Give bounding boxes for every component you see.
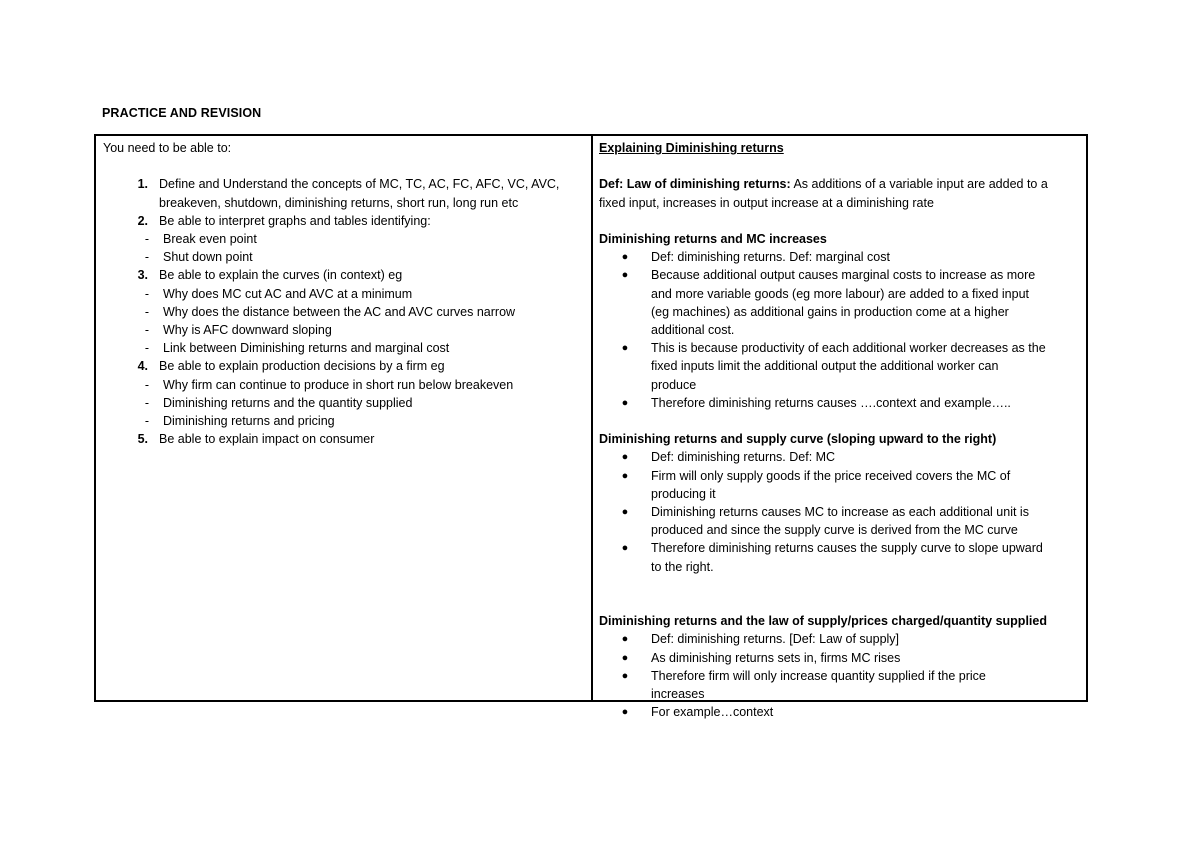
requirement-subitem (103, 412, 585, 430)
requirement-item (103, 357, 585, 375)
bullet-item (599, 667, 1080, 685)
bullet-text: As diminishing returns sets in, firms MC rises (651, 650, 901, 665)
requirement-number: 4. (137, 359, 148, 374)
bullet-item (599, 685, 1080, 703)
requirement-subitem-text: Break even point (163, 232, 257, 246)
requirement-item (103, 266, 585, 284)
requirement-subitem-text: Why does MC cut AC and AVC at a minimum (163, 286, 413, 301)
bullet-icon: ● (621, 669, 629, 682)
section-title: Diminishing returns and MC increases (599, 231, 827, 246)
bullet-icon: ● (621, 506, 629, 519)
requirement-number: 5. (137, 432, 148, 447)
bullet-item (599, 630, 1080, 648)
law-definition-label: Def: Law of diminishing returns: (599, 177, 791, 192)
requirement-subitem (103, 376, 585, 394)
dash-marker: - (144, 414, 149, 429)
dash-marker: - (144, 232, 149, 246)
bullet-icon: ● (621, 469, 629, 482)
bullet-text: Because additional output causes marginal costs to increase as more (651, 268, 1036, 283)
requirement-number (103, 194, 159, 212)
bullet-item (599, 521, 1080, 539)
bullet-item (599, 266, 1080, 284)
requirement-item (103, 212, 585, 230)
section-title: Diminishing returns and the law of supply/prices charged/quantity supplied (599, 614, 1047, 629)
bullet-text: Def: diminishing returns. [Def: Law of supply] (651, 632, 900, 647)
bullet-item (599, 558, 1080, 576)
dash-marker: - (144, 286, 149, 301)
requirement-item (103, 430, 585, 448)
bullet-item (599, 649, 1080, 667)
bullet-item (599, 248, 1080, 266)
bullet-item (599, 394, 1080, 412)
bullet-text: Def: diminishing returns. Def: MC (651, 450, 836, 465)
revision-table (94, 134, 1088, 720)
bullet-icon (599, 485, 651, 503)
bullet-text: Firm will only supply goods if the price received covers the MC of (651, 468, 1011, 483)
law-definition-text: As additions of a variable input are added to a (790, 177, 1048, 192)
dash-marker: - (144, 395, 149, 410)
bullet-icon: ● (621, 396, 629, 409)
bullet-icon (599, 357, 651, 375)
bullet-icon (599, 685, 651, 703)
bullet-text: fixed inputs limit the additional output the additional worker can (651, 359, 999, 374)
explanation-sections (599, 212, 1080, 722)
dash-marker: - (144, 323, 149, 338)
requirement-subitem (103, 248, 585, 266)
requirement-subitem-text: Why firm can continue to produce in short run below breakeven (163, 377, 514, 392)
bullet-icon: ● (621, 342, 629, 355)
bullet-icon (599, 376, 651, 394)
bullet-icon (599, 521, 651, 539)
bullet-icon (599, 321, 651, 339)
requirement-subitem-text: Link between Diminishing returns and marginal cost (163, 341, 450, 356)
bullet-icon: ● (621, 651, 629, 664)
dash-marker: - (144, 250, 149, 265)
requirement-text: breakeven, shutdown, diminishing returns, short run, long run etc (159, 195, 519, 210)
bullet-item (599, 703, 1080, 721)
bullet-icon (599, 558, 651, 576)
requirement-number: 2. (137, 213, 148, 228)
section-title: Diminishing returns and supply curve (sloping upward to the right) (599, 432, 997, 447)
requirement-subitem-text: Why does the distance between the AC and AVC curves narrow (163, 304, 516, 319)
requirement-item (103, 194, 585, 212)
bullet-icon: ● (621, 251, 629, 264)
bullet-item (599, 339, 1080, 357)
bullet-text: to the right. (651, 559, 714, 574)
bullet-text: produced and since the supply curve is derived from the MC curve (651, 523, 1018, 538)
bullet-icon: ● (621, 269, 629, 282)
bullet-item (599, 503, 1080, 521)
requirement-subitem (103, 285, 585, 303)
requirement-subitem-text: Shut down point (163, 250, 253, 265)
bullet-icon (599, 285, 651, 303)
requirement-text: Define and Understand the concepts of MC, TC, AC, FC, AFC, VC, AVC, (159, 177, 560, 192)
bullet-icon: ● (621, 706, 629, 719)
explanation-column (593, 136, 1086, 720)
requirement-subitem (103, 339, 585, 357)
bullet-text: additional cost. (651, 323, 735, 337)
requirement-subitem-text: Why is AFC downward sloping (163, 323, 332, 338)
requirements-intro: You need to be able to: (103, 141, 232, 155)
bullet-text: produce (651, 377, 697, 392)
bullet-item (599, 321, 1080, 339)
bullet-icon: ● (621, 542, 629, 555)
bullet-item (599, 357, 1080, 375)
requirement-subitem (103, 394, 585, 412)
bullet-icon (599, 303, 651, 321)
bullet-text: For example…context (651, 705, 774, 720)
dash-marker: - (144, 341, 149, 356)
requirement-subitem (103, 321, 585, 339)
bullet-item (599, 485, 1080, 503)
requirement-subitem-text: Diminishing returns and the quantity supplied (163, 395, 413, 410)
bullet-text: Therefore diminishing returns causes ….context and example….. (651, 395, 1011, 410)
requirement-item (103, 175, 585, 193)
requirements-list (103, 175, 585, 448)
bullet-item (599, 448, 1080, 466)
bullet-item (599, 467, 1080, 485)
requirement-subitem-text: Diminishing returns and pricing (163, 414, 335, 429)
explanation-heading: Explaining Diminishing returns (599, 141, 784, 155)
bullet-text: Therefore firm will only increase quantity supplied if the price (651, 668, 986, 683)
requirement-text: Be able to explain the curves (in context) eg (159, 268, 403, 283)
bullet-text: increases (651, 687, 705, 702)
bullet-text: (eg machines) as additional gains in production come at a higher (651, 304, 1009, 319)
requirement-text: Be able to explain impact on consumer (159, 432, 375, 447)
law-definition (599, 175, 1080, 193)
law-definition-continued: fixed input, increases in output increase at a diminishing rate (599, 195, 934, 210)
bullet-text: Def: diminishing returns. Def: marginal cost (651, 250, 890, 265)
requirement-subitem (103, 230, 585, 248)
bullet-icon: ● (621, 633, 629, 646)
requirements-column (96, 136, 593, 700)
bullet-item (599, 539, 1080, 557)
requirement-text: Be able to interpret graphs and tables identifying: (159, 213, 431, 228)
dash-marker: - (144, 377, 149, 392)
bullet-item (599, 285, 1080, 303)
requirement-number: 1. (137, 177, 148, 192)
bullet-text: producing it (651, 486, 716, 501)
bullet-text: and more variable goods (eg more labour) are added to a fixed input (651, 286, 1030, 301)
bullet-item (599, 376, 1080, 394)
page-title: PRACTICE AND REVISION (102, 106, 262, 120)
requirement-subitem (103, 303, 585, 321)
requirement-number: 3. (137, 268, 148, 283)
bullet-item (599, 303, 1080, 321)
dash-marker: - (144, 304, 149, 319)
bullet-text: This is because productivity of each additional worker decreases as the (651, 341, 1046, 356)
bullet-text: Therefore diminishing returns causes the supply curve to slope upward (651, 541, 1043, 556)
bullet-text: Diminishing returns causes MC to increase as each additional unit is (651, 505, 1029, 520)
bullet-icon: ● (621, 451, 629, 464)
requirement-text: Be able to explain production decisions by a firm eg (159, 359, 445, 374)
